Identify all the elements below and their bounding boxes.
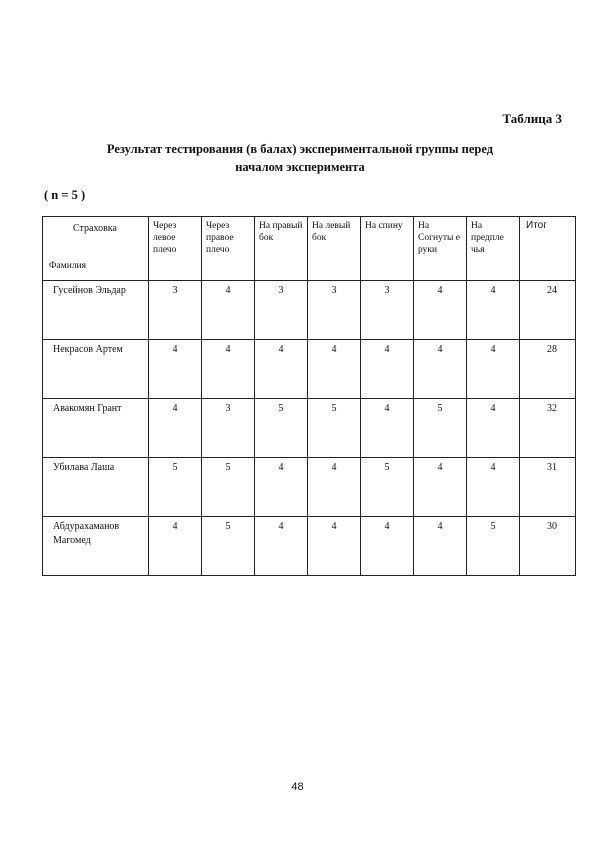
score-cell: 4	[414, 281, 467, 340]
score-cell: 4	[308, 458, 361, 517]
column-header: На спину	[361, 217, 414, 281]
score-cell: 4	[149, 340, 202, 399]
score-cell: 3	[361, 281, 414, 340]
score-cell: 3	[149, 281, 202, 340]
results-table	[42, 216, 576, 576]
score-cell: 3	[255, 281, 308, 340]
score-cell: 5	[202, 458, 255, 517]
score-cell: 5	[308, 399, 361, 458]
table-row	[43, 281, 576, 340]
score-cell: 4	[255, 340, 308, 399]
score-cell: 4	[255, 517, 308, 576]
column-header: На предпле чья	[467, 217, 520, 281]
title-line-2: началом эксперимента	[235, 160, 365, 174]
total-cell: 30	[520, 517, 576, 576]
score-cell: 4	[414, 458, 467, 517]
row-name: Некрасов Артем	[43, 340, 149, 399]
score-cell: 5	[149, 458, 202, 517]
table-title	[60, 140, 540, 176]
score-cell: 4	[308, 340, 361, 399]
score-cell: 5	[255, 399, 308, 458]
score-cell: 4	[149, 517, 202, 576]
score-cell: 4	[414, 517, 467, 576]
total-cell: 32	[520, 399, 576, 458]
score-cell: 5	[361, 458, 414, 517]
column-header: Через правое плечо	[202, 217, 255, 281]
total-cell: 24	[520, 281, 576, 340]
score-cell: 4	[467, 281, 520, 340]
column-header: Через левое плечо	[149, 217, 202, 281]
row-name: Гусейнов Эльдар	[43, 281, 149, 340]
score-cell: 4	[467, 458, 520, 517]
column-header: На правый бок	[255, 217, 308, 281]
score-cell: 4	[361, 399, 414, 458]
total-cell: 28	[520, 340, 576, 399]
table-label: Таблица 3	[502, 111, 562, 126]
table-row	[43, 340, 576, 399]
total-cell: 31	[520, 458, 576, 517]
column-header: На Согнуты е руки	[414, 217, 467, 281]
score-cell: 4	[149, 399, 202, 458]
row-name: Убилава Лаша	[43, 458, 149, 517]
score-cell: 4	[414, 340, 467, 399]
table-row	[43, 399, 576, 458]
score-cell: 5	[414, 399, 467, 458]
score-cell: 4	[361, 340, 414, 399]
score-cell: 3	[308, 281, 361, 340]
score-cell: 4	[255, 458, 308, 517]
total-header: Итог	[520, 217, 576, 281]
corner-header-surname: Фамилия	[49, 261, 87, 271]
corner-header	[43, 217, 149, 281]
row-name: Абдурахаманов Магомед	[43, 517, 149, 576]
table-row	[43, 458, 576, 517]
score-cell: 4	[308, 517, 361, 576]
score-cell: 5	[467, 517, 520, 576]
score-cell: 4	[467, 399, 520, 458]
score-cell: 5	[202, 517, 255, 576]
page-number: 48	[291, 781, 304, 793]
score-cell: 4	[202, 281, 255, 340]
sample-size: ( n = 5 )	[44, 188, 86, 202]
corner-header-insurance: Страховка	[73, 223, 117, 234]
score-cell: 4	[202, 340, 255, 399]
column-header: На левый бок	[308, 217, 361, 281]
header-row	[43, 217, 576, 281]
score-cell: 4	[361, 517, 414, 576]
title-line-1: Результат тестирования (в балах) экспериментальной группы перед	[106, 142, 494, 156]
score-cell: 3	[202, 399, 255, 458]
row-name: Авакомян Грант	[43, 399, 149, 458]
score-cell: 4	[467, 340, 520, 399]
table-row	[43, 517, 576, 576]
